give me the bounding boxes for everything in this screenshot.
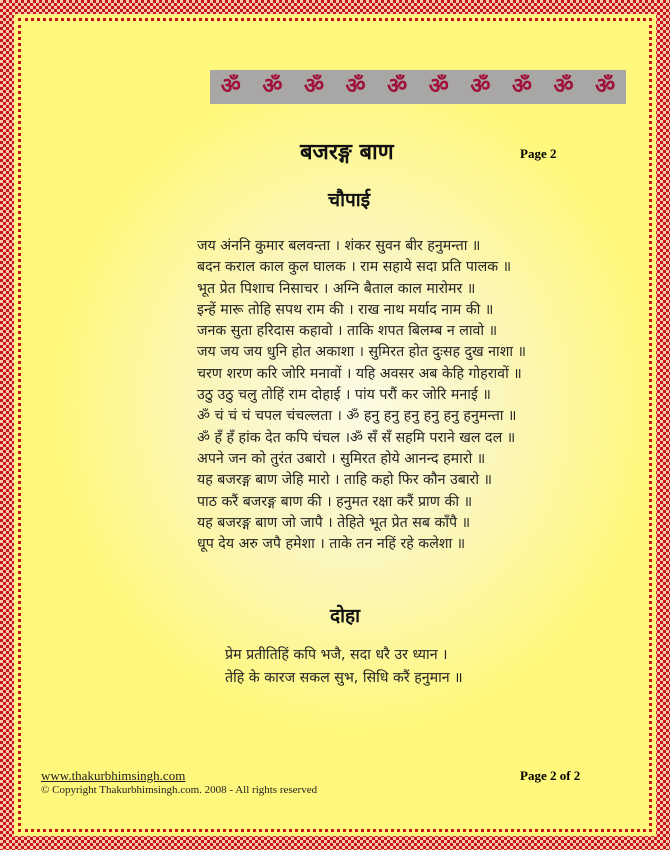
verse-line: यह बजरङ्ग बाण जेहि मारो । ताहि कहो फिर कौन उबारो ॥ <box>197 472 493 489</box>
om-icon: ॐ <box>595 74 616 99</box>
doha-line: तेहि के कारज सकल सुभ, सिधि करैं हनुमान ॥ <box>225 670 463 686</box>
verse-line: अपने जन को तुरंत उबारो । सुमिरत होये आनन्द हमारो ॥ <box>197 450 486 467</box>
om-icon: ॐ <box>553 74 574 99</box>
website-link[interactable]: www.thakurbhimsingh.com <box>41 768 186 783</box>
verse-line: इन्हें मारू तोहि सपथ राम की । राख नाथ मर्याद नाम की ॥ <box>197 301 494 318</box>
doha-verses <box>225 644 463 690</box>
page-title: बजरङ्ग बाण <box>300 140 394 165</box>
verse-line: उठु उठु चलु तोहिं राम दोहाई । पांय परौं कर जोरि मनाई ॥ <box>197 387 491 404</box>
verse-line: भूत प्रेत पिशाच निसाचर । अग्नि बैताल काल मारोमर ॥ <box>197 280 476 297</box>
om-icon: ॐ <box>470 74 491 99</box>
verse-line: चरण शरण करि जोरि मनावों । यहि अवसर अब केहि गोहरावों ॥ <box>197 365 522 382</box>
verse-line: ॐ हँ हँ हांक देत कपि चंचल ।ॐ सँ सँ सहमि पराने खल दल ॥ <box>197 429 516 446</box>
verse-line: पाठ करैं बजरङ्ग बाण की । हनुमत रक्षा करैं प्राण की ॥ <box>197 493 473 510</box>
om-icon: ॐ <box>387 74 408 99</box>
verse-line: जय अंननि कुमार बलवन्ता । शंकर सुवन बीर हनुमन्ता ॥ <box>197 238 481 254</box>
om-icon: ॐ <box>428 74 449 99</box>
page-label: Page 2 <box>520 146 557 161</box>
verse-line: जनक सुता हरिदास कहावो । ताकि शपत बिलम्ब न लावो ॥ <box>197 323 498 340</box>
chaupai-heading: चौपाई <box>328 189 371 211</box>
om-icon: ॐ <box>511 74 532 99</box>
doha-heading: दोहा <box>330 605 361 627</box>
page-number: Page 2 of 2 <box>520 768 581 783</box>
copyright-text: © Copyright Thakurbhimsingh.com. 2008 - All rights reserved <box>41 784 318 796</box>
om-icon: ॐ <box>262 74 283 99</box>
verse-line: जय जय जय धुनि होत अकाशा । सुमिरत होत दुःसह दुख नाशा ॥ <box>197 344 527 361</box>
verse-line: धूप देय अरु जपै हमेशा । ताके तन नहिं रहे कलेशा ॥ <box>197 536 466 553</box>
om-icon: ॐ <box>220 74 241 99</box>
verse-line: बदन कराल काल कुल घालक । राम सहाये सदा प्रति पालक ॥ <box>197 259 512 276</box>
doha-line: प्रेम प्रतीतिहिं कपि भजै, सदा धरै उर ध्यान । <box>225 647 448 663</box>
chaupai-verses <box>197 236 526 555</box>
om-banner <box>210 70 626 104</box>
verse-line: ॐ चं चं चं चपल चंचल्लता । ॐ हनु हनु हनु हनु हनु हनुमन्ता ॥ <box>197 408 517 425</box>
page-area <box>14 14 656 836</box>
verse-line: यह बजरङ्ग बाण जो जापै । तेहिते भूत प्रेत सब काँपै ॥ <box>197 514 471 531</box>
om-icon: ॐ <box>303 74 325 99</box>
om-icon: ॐ <box>345 74 366 99</box>
page-paper <box>24 24 646 826</box>
